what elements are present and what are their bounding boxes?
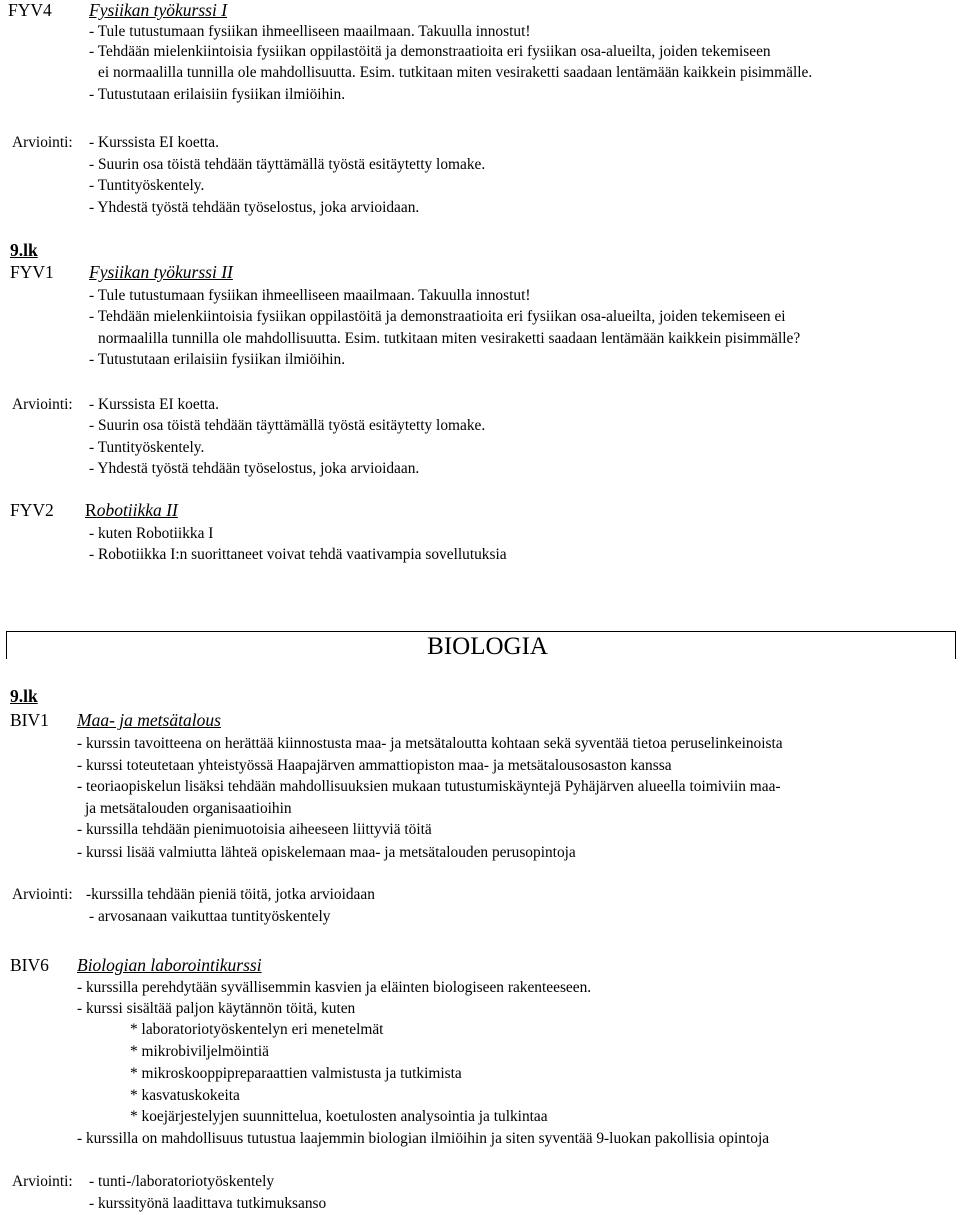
course-title-fyv4: Fysiikan työkurssi I <box>89 0 228 20</box>
fyv4-line-4: - Tutustutaan erilaisiin fysiikan ilmiöihin. <box>89 86 346 103</box>
biv1-eval-label: Arviointi: <box>12 886 73 903</box>
fyv4-line-1: - Tule tutustumaan fysiikan ihmeelliseen maailmaan. Takuulla innostut! <box>89 23 531 40</box>
biv1-eval-2: - arvosanaan vaikuttaa tuntityöskentely <box>89 908 331 925</box>
fyv4-eval-3: - Tuntityöskentely. <box>89 177 205 194</box>
fyv1-eval-4: - Yhdestä työstä tehdään työselostus, joka arvioidaan. <box>89 460 420 477</box>
section-heading-biologia: BIOLOGIA <box>427 633 548 660</box>
biv1-eval-1: -kurssilla tehdään pieniä töitä, jotka arvioidaan <box>86 886 375 903</box>
course-code-fyv4: FYV4 <box>8 0 52 20</box>
fyv4-eval-2: - Suurin osa töistä tehdään täyttämällä työstä esitäytetty lomake. <box>89 156 486 173</box>
fyv4-eval-label: Arviointi: <box>12 134 73 151</box>
fyv4-eval-1: - Kurssista EI koetta. <box>89 134 219 151</box>
biv6-eval-2: - kurssityönä laadittava tutkimuksanso <box>89 1195 327 1212</box>
biv6-line-3: - kurssilla on mahdollisuus tutustua laajemmin biologian ilmiöihin ja siten syventää 9-luokan pakollisia opintoja <box>77 1130 770 1147</box>
fyv1-eval-1: - Kurssista EI koetta. <box>89 396 219 413</box>
fyv2-line-1: - kuten Robotiikka I <box>89 525 214 542</box>
fyv2-line-2: - Robotiikka I:n suorittaneet voivat tehdä vaativampia sovellutuksia <box>89 546 507 563</box>
biv1-line-6: - kurssi lisää valmiutta lähteä opiskelemaan maa- ja metsätalouden perusopintoja <box>77 844 576 861</box>
biv6-bullet-3: * mikroskooppipreparaattien valmistusta ja tutkimista <box>130 1065 462 1082</box>
biv1-line-2: - kurssi toteutetaan yhteistyössä Haapajärven ammattiopiston maa- ja metsätalousosaston kanssa <box>77 757 672 774</box>
course-title-biv1: Maa- ja metsätalous <box>77 710 221 730</box>
fyv1-eval-3: - Tuntityöskentely. <box>89 439 205 456</box>
grade-label-fyv1: 9.lk <box>10 240 38 260</box>
fyv1-eval-label: Arviointi: <box>12 396 73 413</box>
fyv1-line-4: - Tutustutaan erilaisiin fysiikan ilmiöihin. <box>89 351 346 368</box>
course-title-fyv2 <box>85 500 178 520</box>
biv6-bullet-4: * kasvatuskokeita <box>130 1087 240 1104</box>
biv6-bullet-1: * laboratoriotyöskentelyn eri menetelmät <box>130 1021 384 1038</box>
biv6-line-1: - kurssilla perehdytään syvällisemmin kasvien ja eläinten biologiseen rakenteeseen. <box>77 979 592 996</box>
biv1-line-5: - kurssilla tehdään pienimuotoisia aiheeseen liittyviä töitä <box>77 821 432 838</box>
course-title-fyv2-rest: obotiikka II <box>96 500 178 520</box>
fyv4-line-3: ei normaalilla tunnilla ole mahdollisuutta. Esim. tutkitaan miten vesiraketti saadaan lentämään kaikkein pisimmälle. <box>98 64 813 81</box>
course-code-fyv1: FYV1 <box>10 262 54 282</box>
fyv1-line-1: - Tule tutustumaan fysiikan ihmeelliseen maailmaan. Takuulla innostut! <box>89 287 531 304</box>
fyv1-line-3: normaalilla tunnilla ole mahdollisuutta. Esim. tutkitaan miten vesiraketti saadaan lentämään kaikkein pisimmälle? <box>98 330 801 347</box>
course-title-fyv1: Fysiikan työkurssi II <box>89 262 233 282</box>
course-code-biv6: BIV6 <box>10 955 49 975</box>
course-code-fyv2: FYV2 <box>10 500 54 520</box>
biv6-bullet-5: * koejärjestelyjen suunnittelua, koetulosten analysointia ja tulkintaa <box>130 1108 548 1125</box>
biv6-eval-1: - tunti-/laboratoriotyöskentely <box>89 1173 275 1190</box>
fyv1-eval-2: - Suurin osa töistä tehdään täyttämällä työstä esitäytetty lomake. <box>89 417 486 434</box>
biv6-eval-label: Arviointi: <box>12 1173 73 1190</box>
course-title-fyv2-initial: R <box>85 500 97 520</box>
course-code-biv1: BIV1 <box>10 710 49 730</box>
biv6-bullet-2: * mikrobiviljelmöintiä <box>130 1043 269 1060</box>
biv1-line-3: - teoriaopiskelun lisäksi tehdään mahdollisuuksien mukaan tutustumiskäyntejä Pyhäjärven alueella toimiviin maa- <box>77 778 781 795</box>
biv6-line-2: - kurssi sisältää paljon käytännön töitä, kuten <box>77 1000 356 1017</box>
course-title-biv6: Biologian laborointikurssi <box>77 955 262 975</box>
biv1-line-4: ja metsätalouden organisaatioihin <box>85 800 292 817</box>
fyv4-eval-4: - Yhdestä työstä tehdään työselostus, joka arvioidaan. <box>89 199 420 216</box>
biv1-line-1: - kurssin tavoitteena on herättää kiinnostusta maa- ja metsätaloutta kohtaan sekä syventää tietoa peruselinkeinoista <box>77 735 783 752</box>
fyv1-line-2: - Tehdään mielenkiintoisia fysiikan oppilastöitä ja demonstraatioita eri fysiikan osa-alueilta, joiden tekemiseen ei <box>89 308 786 325</box>
grade-label-biv1: 9.lk <box>10 686 38 706</box>
fyv4-line-2: - Tehdään mielenkiintoisia fysiikan oppilastöitä ja demonstraatioita eri fysiikan osa-alueilta, joiden tekemiseen <box>89 43 771 60</box>
